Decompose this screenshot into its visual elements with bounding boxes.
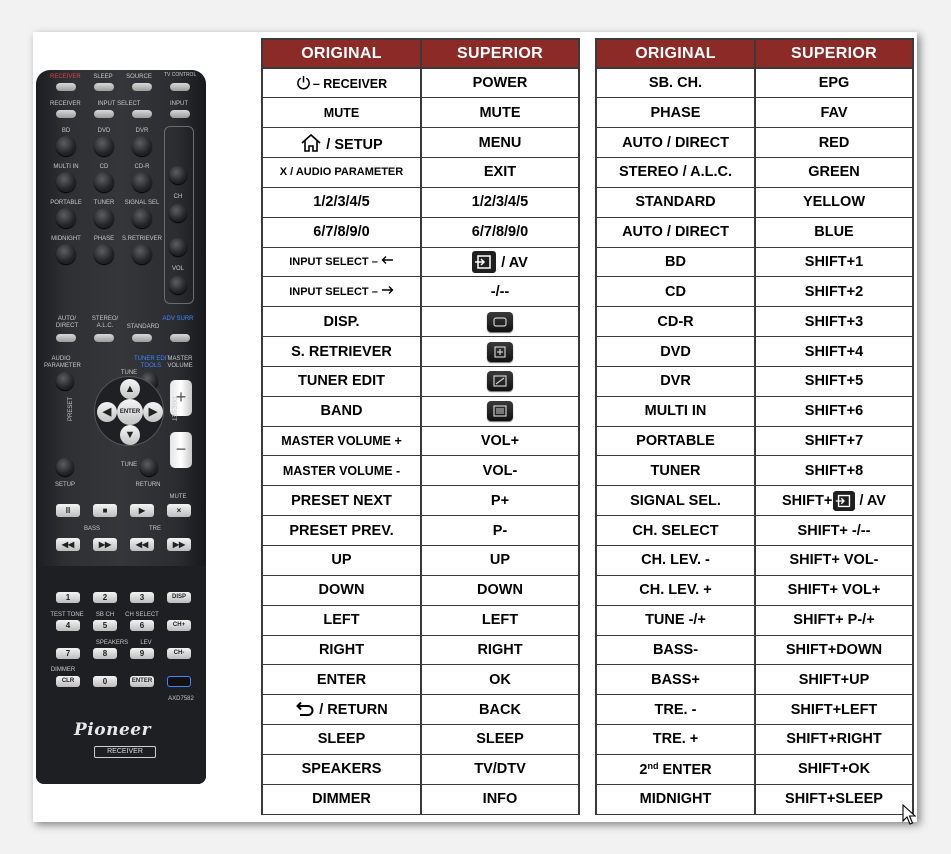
cell-superior: INFO <box>421 784 579 814</box>
arrow-right-icon <box>381 285 394 295</box>
table-row <box>262 754 579 784</box>
cell-original: CH. LEV. - <box>596 546 755 576</box>
table-row <box>596 456 913 486</box>
remote-key-ch-minus: CH- <box>167 648 191 659</box>
remote-btn-phase <box>94 244 114 264</box>
remote-btn-portable <box>56 208 76 228</box>
cell-superior: FAV <box>755 98 913 128</box>
table-row <box>596 486 913 516</box>
remote-btn-input-right <box>132 110 152 118</box>
mouse-cursor-icon <box>902 804 916 826</box>
cell-superior <box>755 486 913 516</box>
remote-btn-stereo <box>94 334 114 342</box>
remote-label-standard: STANDARD <box>126 324 160 330</box>
cell-superior: RED <box>755 128 913 158</box>
table-row <box>596 396 913 426</box>
table-row <box>262 426 579 456</box>
cell-original: LEFT <box>262 605 421 635</box>
remote-label-tuner-edit: TUNER EDIT <box>134 356 170 362</box>
remote-btn-cd-r <box>132 172 152 192</box>
table-row <box>596 575 913 605</box>
remote-label-stereo-alc: STEREO/ A.L.C. <box>91 316 119 329</box>
table-row <box>596 546 913 576</box>
cell-original <box>262 128 421 158</box>
cell-superior: SHIFT+ P-/+ <box>755 605 913 635</box>
remote-btn-auto-direct <box>56 334 76 342</box>
table-row <box>262 546 579 576</box>
input-source-icon <box>472 251 496 273</box>
cell-superior: MENU <box>421 128 579 158</box>
cell-superior: SHIFT+LEFT <box>755 695 913 725</box>
table-row <box>262 575 579 605</box>
cell-superior: SHIFT+ -/-- <box>755 516 913 546</box>
cell-superior: LEFT <box>421 605 579 635</box>
remote-btn-play: ▶ <box>130 504 154 517</box>
remote-label-tre: TRE <box>149 526 161 532</box>
remote-btn-vol-up <box>169 238 187 256</box>
remote-btn-return <box>140 458 158 476</box>
remote-dpad-right: ▶ <box>143 402 163 422</box>
remote-label-s-retriever: S.RETRIEVER <box>122 236 163 242</box>
remote-dpad-down: ▼ <box>120 425 140 445</box>
remote-key-5: 5 <box>93 620 117 631</box>
table-row <box>596 635 913 665</box>
cell-original: DVD <box>596 337 755 367</box>
remote-btn-setup <box>56 458 74 476</box>
remote-control-photo <box>36 70 206 784</box>
table-row <box>262 307 579 337</box>
remote-label-test-tone: TEST TONE <box>50 612 84 618</box>
cell-original: TUNE -/+ <box>596 605 755 635</box>
mapping-table-right <box>595 38 914 815</box>
cell-original: ENTER <box>262 665 421 695</box>
cell-original: SPEAKERS <box>262 754 421 784</box>
mapping-table-left <box>261 38 580 815</box>
cell-text: / RETURN <box>319 702 388 719</box>
remote-dpad-up: ▲ <box>120 379 140 399</box>
cell-text: – RECEIVER <box>312 77 388 92</box>
remote-label-phase: PHASE <box>93 236 115 242</box>
remote-label-sb-ch: SB CH <box>95 612 115 618</box>
remote-label-sleep: SLEEP <box>93 74 113 80</box>
cell-superior: -/-- <box>421 277 579 307</box>
remote-label-speakers: SPEAKERS <box>95 640 129 646</box>
remote-btn-tv-power <box>170 83 190 91</box>
remote-dpad-enter: ENTER <box>117 399 143 425</box>
home-icon <box>300 133 322 153</box>
cell-original: X / AUDIO PARAMETER <box>262 158 421 188</box>
cell-text: 2 <box>639 761 648 778</box>
table-row <box>596 784 913 814</box>
remote-label-input-select: INPUT SELECT <box>97 101 141 107</box>
remote-btn-multi-in <box>56 172 76 192</box>
cell-superior: SHIFT+UP <box>755 665 913 695</box>
header-original: ORIGINAL <box>262 39 421 68</box>
table-row <box>262 784 579 814</box>
cell-superior: DOWN <box>421 575 579 605</box>
cell-original: DOWN <box>262 575 421 605</box>
cell-superior: EPG <box>755 68 913 98</box>
cell-superior: POWER <box>421 68 579 98</box>
remote-btn-tuner <box>94 208 114 228</box>
remote-key-7: 7 <box>56 648 80 659</box>
remote-btn-ff: ▶▶ <box>167 538 191 551</box>
cell-original: AUTO / DIRECT <box>596 217 755 247</box>
remote-label-setup: SETUP <box>54 482 75 488</box>
cell-superior: SHIFT+4 <box>755 337 913 367</box>
cell-original: PRESET NEXT <box>262 486 421 516</box>
cell-original: 1/2/3/4/5 <box>262 187 421 217</box>
cell-superior: SHIFT+7 <box>755 426 913 456</box>
table-row <box>262 695 579 725</box>
cell-original: CH. LEV. + <box>596 575 755 605</box>
cell-original <box>262 247 421 277</box>
cell-text: / SETUP <box>326 136 383 153</box>
remote-label-bd: BD <box>61 128 71 134</box>
remote-key-3: 3 <box>130 592 154 603</box>
table-row <box>596 754 913 784</box>
cell-original: CD <box>596 277 755 307</box>
cell-original: UP <box>262 546 421 576</box>
remote-btn-master-vol-down: − <box>170 432 192 468</box>
cell-superior: SHIFT+6 <box>755 396 913 426</box>
table-row <box>596 277 913 307</box>
cell-superior <box>421 307 579 337</box>
table-row <box>596 665 913 695</box>
cell-original: TUNER EDIT <box>262 366 421 396</box>
cell-superior: SHIFT+5 <box>755 366 913 396</box>
cell-superior: P+ <box>421 486 579 516</box>
remote-key-enter: ENTER <box>130 676 154 687</box>
cell-superior: SHIFT+8 <box>755 456 913 486</box>
table-row <box>262 486 579 516</box>
remote-label-input: INPUT <box>170 101 188 107</box>
remote-btn-mute: × <box>167 504 191 517</box>
cell-original: MIDNIGHT <box>596 784 755 814</box>
remote-label-return: RETURN <box>135 482 161 488</box>
cell-original: MASTER VOLUME + <box>262 426 421 456</box>
remote-label-cd: CD <box>99 164 109 170</box>
cell-original <box>596 754 755 784</box>
remote-btn-vol-down <box>169 276 187 294</box>
table-row <box>262 605 579 635</box>
header-superior: SUPERIOR <box>755 39 913 68</box>
cell-original: CH. SELECT <box>596 516 755 546</box>
cell-original: STEREO / A.L.C. <box>596 158 755 188</box>
remote-btn-sleep <box>94 83 114 91</box>
remote-key-4: 4 <box>56 620 80 631</box>
header-superior: SUPERIOR <box>421 39 579 68</box>
cell-original: MULTI IN <box>596 396 755 426</box>
cell-superior: SHIFT+DOWN <box>755 635 913 665</box>
remote-btn-adv-surr <box>170 334 190 342</box>
cell-superior: MUTE <box>421 98 579 128</box>
table-row <box>262 158 579 188</box>
table-row <box>262 128 579 158</box>
table-header-row <box>262 39 579 68</box>
remote-label-tools: TOOLS <box>140 363 162 369</box>
cell-superior: SHIFT+OK <box>755 754 913 784</box>
cell-original: STANDARD <box>596 187 755 217</box>
table-row <box>596 98 913 128</box>
remote-label-master-volume: MASTER VOLUME <box>167 356 193 369</box>
remote-label-receiver: RECEIVER <box>50 74 81 80</box>
remote-label-adv-surr: ADV SURR <box>162 316 194 322</box>
cell-original <box>262 68 421 98</box>
cell-original: SB. CH. <box>596 68 755 98</box>
cell-text-suffix: / AV <box>859 492 886 509</box>
remote-label-cd-r: CD-R <box>134 164 150 170</box>
cell-superior: 6/7/8/9/0 <box>421 217 579 247</box>
remote-key-0: 0 <box>93 676 117 687</box>
cell-original: MUTE <box>262 98 421 128</box>
return-arrow-icon <box>295 701 315 717</box>
edit-key-icon <box>487 371 513 391</box>
cell-superior: SHIFT+3 <box>755 307 913 337</box>
cell-original: PRESET PREV. <box>262 516 421 546</box>
table-row <box>262 337 579 367</box>
table-row <box>596 307 913 337</box>
cell-superior: SHIFT+2 <box>755 277 913 307</box>
table-row <box>596 187 913 217</box>
cell-original <box>262 277 421 307</box>
remote-dpad <box>94 376 164 446</box>
cell-superior: SLEEP <box>421 725 579 755</box>
cell-original: SLEEP <box>262 725 421 755</box>
remote-btn-pause: II <box>56 504 80 517</box>
remote-receiver-badge: RECEIVER <box>94 746 156 758</box>
remote-key-ch-plus: CH+ <box>167 620 191 631</box>
remote-btn-audio-param <box>56 372 74 390</box>
table-row <box>596 128 913 158</box>
table-row <box>596 337 913 367</box>
cell-superior: SHIFT+1 <box>755 247 913 277</box>
cell-superior: SHIFT+ VOL- <box>755 546 913 576</box>
remote-label-preset-right: PRESET <box>170 396 176 421</box>
table-row <box>262 187 579 217</box>
remote-label-bass: BASS <box>83 526 100 532</box>
cell-superior: SHIFT+SLEEP <box>755 784 913 814</box>
cell-original: BASS- <box>596 635 755 665</box>
remote-label-model: AXD7582 <box>168 696 194 702</box>
remote-key-9: 9 <box>130 648 154 659</box>
remote-label-tune-top: TUNE <box>120 370 138 376</box>
table-row <box>596 516 913 546</box>
cell-text: INPUT SELECT – <box>289 256 378 269</box>
remote-key-6: 6 <box>130 620 154 631</box>
remote-btn-ch-down <box>169 204 187 222</box>
cell-original: 6/7/8/9/0 <box>262 217 421 247</box>
remote-btn-input-left <box>94 110 114 118</box>
remote-label-source: SOURCE <box>126 74 152 80</box>
cell-original: SIGNAL SEL. <box>596 486 755 516</box>
cell-original: PORTABLE <box>596 426 755 456</box>
table-header-row <box>596 39 913 68</box>
remote-btn-source <box>132 83 152 91</box>
table-row <box>596 695 913 725</box>
remote-btn-standard <box>132 334 152 342</box>
cell-superior: BACK <box>421 695 579 725</box>
remote-key-clr: CLR <box>56 676 80 687</box>
table-row <box>262 456 579 486</box>
cell-superior: VOL- <box>421 456 579 486</box>
remote-btn-rew: ◀◀ <box>130 538 154 551</box>
cell-original: BD <box>596 247 755 277</box>
list-key-icon <box>487 401 513 421</box>
table-row <box>262 68 579 98</box>
remote-label-tuner: TUNER <box>93 200 115 206</box>
remote-btn-dvr <box>132 136 152 156</box>
remote-label-dvd: DVD <box>97 128 111 134</box>
table-row <box>596 217 913 247</box>
remote-btn-signal-sel <box>132 208 152 228</box>
remote-btn-receiver <box>56 110 76 118</box>
table-row <box>262 725 579 755</box>
input-source-icon <box>833 491 855 511</box>
remote-btn-tv-input <box>170 110 190 118</box>
cell-superior: P- <box>421 516 579 546</box>
cell-superior <box>421 247 579 277</box>
cell-original: S. RETRIEVER <box>262 337 421 367</box>
table-row <box>262 247 579 277</box>
cell-original: CD-R <box>596 307 755 337</box>
remote-label-lev: LEV <box>140 640 152 646</box>
remote-brand-logo: Pioneer <box>74 720 152 740</box>
table-row <box>262 665 579 695</box>
cell-superior: VOL+ <box>421 426 579 456</box>
cell-original: DVR <box>596 366 755 396</box>
cell-original: RIGHT <box>262 635 421 665</box>
cell-original: DISP. <box>262 307 421 337</box>
cell-superior: RIGHT <box>421 635 579 665</box>
cell-text: / AV <box>501 254 528 271</box>
screen-key-icon <box>487 312 513 332</box>
cell-original: TRE. + <box>596 725 755 755</box>
table-row <box>262 217 579 247</box>
cell-original: PHASE <box>596 98 755 128</box>
remote-label-audio-parameter: AUDIO PARAMETER <box>44 356 81 369</box>
arrow-left-icon <box>381 255 394 265</box>
cell-original: TUNER <box>596 456 755 486</box>
cell-superior <box>421 337 579 367</box>
cell-superscript: nd <box>647 760 659 771</box>
table-row <box>262 635 579 665</box>
cell-superior: YELLOW <box>755 187 913 217</box>
remote-btn-midnight <box>56 244 76 264</box>
remote-btn-prev: ◀◀ <box>56 538 80 551</box>
remote-key-1: 1 <box>56 592 80 603</box>
remote-key-disp: DISP <box>167 592 191 603</box>
remote-label-midnight: MIDNIGHT <box>51 236 81 242</box>
remote-label-tv-control: TV CONTROL <box>164 72 197 78</box>
remote-label-multi-in: MULTI IN <box>53 164 79 170</box>
cell-original: DIMMER <box>262 784 421 814</box>
cell-superior: BLUE <box>755 217 913 247</box>
remote-btn-dvd <box>94 136 114 156</box>
cell-text: SHIFT+ <box>782 492 833 509</box>
remote-label-tune-bottom: TUNE <box>120 462 138 468</box>
remote-label-vol: VOL <box>171 266 184 272</box>
remote-label-receiver-2: RECEIVER <box>50 101 81 107</box>
cell-superior: UP <box>421 546 579 576</box>
table-row <box>596 605 913 635</box>
cell-original: TRE. - <box>596 695 755 725</box>
cell-superior: TV/DTV <box>421 754 579 784</box>
table-row <box>262 98 579 128</box>
remote-btn-master-vol-up: + <box>170 380 192 416</box>
table-row <box>262 277 579 307</box>
remote-key-8: 8 <box>93 648 117 659</box>
remote-label-ch: CH <box>173 194 183 200</box>
remote-btn-ch-up <box>169 166 187 184</box>
remote-label-dimmer: DIMMER <box>50 667 76 673</box>
cell-superior: EXIT <box>421 158 579 188</box>
cell-original: BAND <box>262 396 421 426</box>
cell-superior: SHIFT+ VOL+ <box>755 575 913 605</box>
remote-btn-power <box>56 83 76 91</box>
power-icon <box>296 75 311 90</box>
table-row <box>596 68 913 98</box>
cell-original: MASTER VOLUME - <box>262 456 421 486</box>
remote-btn-bd <box>56 136 76 156</box>
table-row <box>596 426 913 456</box>
table-row <box>596 247 913 277</box>
remote-dpad-left: ◀ <box>97 402 117 422</box>
plus-box-key-icon <box>487 342 513 362</box>
cell-superior <box>421 366 579 396</box>
table-row <box>596 158 913 188</box>
cell-original <box>262 695 421 725</box>
remote-label-ch-select: CH SELECT <box>125 612 159 618</box>
cell-superior: SHIFT+RIGHT <box>755 725 913 755</box>
cell-original: BASS+ <box>596 665 755 695</box>
cell-text-tail: ENTER <box>658 761 712 778</box>
table-row <box>596 366 913 396</box>
remote-label-portable: PORTABLE <box>50 200 82 206</box>
remote-label-signal-sel: SIGNAL SEL <box>124 200 160 206</box>
remote-btn-next: ▶▶ <box>93 538 117 551</box>
cell-original: AUTO / DIRECT <box>596 128 755 158</box>
cell-text: INPUT SELECT – <box>289 286 378 299</box>
cell-superior: OK <box>421 665 579 695</box>
remote-key-2: 2 <box>93 592 117 603</box>
header-original: ORIGINAL <box>596 39 755 68</box>
table-row <box>262 516 579 546</box>
remote-btn-cd <box>94 172 114 192</box>
table-row <box>262 396 579 426</box>
remote-label-dvr: DVR <box>135 128 149 134</box>
remote-btn-stop: ■ <box>93 504 117 517</box>
cell-superior <box>421 396 579 426</box>
remote-label-preset-left: PRESET <box>68 397 74 422</box>
remote-key-shift <box>167 676 191 687</box>
table-row <box>262 366 579 396</box>
remote-label-auto-direct: AUTO/ DIRECT <box>55 316 79 329</box>
cell-superior: GREEN <box>755 158 913 188</box>
table-row <box>596 725 913 755</box>
remote-btn-s-retriever <box>132 244 152 264</box>
cell-superior: 1/2/3/4/5 <box>421 187 579 217</box>
remote-label-mute: MUTE <box>169 494 187 500</box>
